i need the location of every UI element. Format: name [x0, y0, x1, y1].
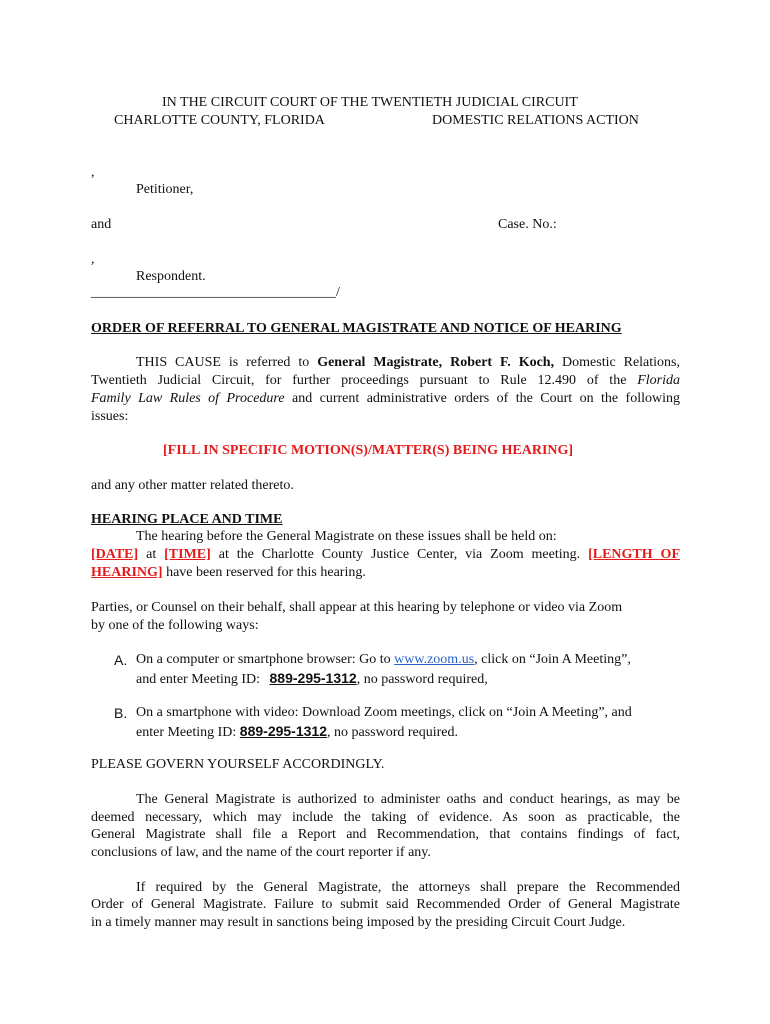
caption-underline: ___________________________________/ — [91, 285, 340, 300]
time-placeholder: [TIME] — [164, 547, 211, 562]
other-matter-text: and any other matter related thereto. — [91, 478, 294, 493]
zoom-link[interactable]: www.zoom.us — [394, 652, 475, 667]
rules-title: Florida — [637, 373, 681, 388]
parties-line-2: by one of the following ways: — [91, 618, 259, 633]
hearing-text: at — [146, 547, 157, 562]
hearing-line-1: The hearing before the General Magistrate on these issues shall be held on: — [136, 529, 557, 544]
magistrate-line-3: General Magistrate shall file a Report and Recommendation, that contains findings of fact, — [91, 827, 680, 842]
attorneys-line-1: If required by the General Magistrate, the attorneys shall prepare the Recommended — [136, 880, 680, 895]
option-b-line-2 — [136, 722, 458, 742]
cause-text: Domestic Relations, — [562, 355, 681, 370]
list-marker-a: A. — [114, 652, 128, 668]
parties-line-1: Parties, or Counsel on their behalf, shall appear at this hearing by telephone or video via Zoom — [91, 600, 623, 615]
county-label: CHARLOTTE COUNTY, FLORIDA — [114, 113, 325, 128]
hearing-text: at the Charlotte County Justice Center, via Zoom meeting. — [218, 547, 581, 562]
case-number-label: Case. No.: — [498, 217, 557, 232]
magistrate-line-4: conclusions of law, and the name of the court reporter if any. — [91, 845, 431, 860]
cause-text: THIS CAUSE is referred to — [136, 355, 310, 370]
respondent-label: Respondent. — [136, 269, 206, 284]
length-placeholder: [LENGTH OF — [588, 547, 680, 562]
petitioner-label: Petitioner, — [136, 182, 194, 197]
option-text: , click on “Join A Meeting”, — [474, 652, 631, 667]
option-text: enter Meeting ID: — [136, 725, 237, 740]
action-label: DOMESTIC RELATIONS ACTION — [432, 113, 639, 128]
rules-title: Family Law Rules of Procedure — [91, 391, 285, 406]
cause-text: Twentieth Judicial Circuit, for further proceedings pursuant to Rule 12.490 of the — [91, 373, 627, 388]
option-text: , no password required. — [326, 725, 459, 740]
option-text: On a computer or smartphone browser: Go to — [136, 652, 391, 667]
meeting-id: 889-295-1312 — [269, 670, 357, 686]
option-text: and enter Meeting ID: — [136, 672, 261, 687]
attorneys-line-3: in a timely manner may result in sanctions being imposed by the presiding Circuit Court Judge. — [91, 915, 626, 930]
cause-line-3 — [91, 390, 680, 408]
meeting-id: 889-295-1312 — [239, 723, 327, 739]
hearing-line-2 — [91, 546, 680, 564]
option-a-line-1 — [136, 651, 631, 669]
option-a-line-2 — [136, 669, 488, 689]
govern-statement: PLEASE GOVERN YOURSELF ACCORDINGLY. — [91, 757, 385, 772]
hearing-heading: HEARING PLACE AND TIME — [91, 512, 283, 527]
court-header: IN THE CIRCUIT COURT OF THE TWENTIETH JUDICIAL CIRCUIT — [162, 95, 578, 110]
option-text: , no password required, — [356, 672, 488, 687]
cause-line-1 — [91, 354, 680, 372]
cause-line-4: issues: — [91, 409, 129, 424]
order-title: ORDER OF REFERRAL TO GENERAL MAGISTRATE AND NOTICE OF HEARING — [91, 321, 622, 336]
option-b-line-1: On a smartphone with video: Download Zoom meetings, click on “Join A Meeting”, and — [136, 705, 632, 720]
hearing-text: have been reserved for this hearing. — [166, 565, 366, 580]
petitioner-name-blank: , — [91, 165, 95, 180]
cause-line-2 — [91, 372, 680, 390]
list-marker-b: B. — [114, 705, 128, 721]
cause-text: and current administrative orders of the Court on the following — [291, 391, 680, 406]
respondent-name-blank: , — [91, 252, 95, 267]
length-placeholder-cont: HEARING] — [91, 565, 163, 580]
and-label: and — [91, 217, 112, 232]
attorneys-line-2: Order of General Magistrate. Failure to submit said Recommended Order of General Magistrate — [91, 897, 680, 912]
date-placeholder: [DATE] — [91, 547, 139, 562]
magistrate-name: General Magistrate, Robert F. Koch, — [317, 355, 555, 370]
hearing-line-3 — [91, 564, 366, 582]
magistrate-line-1: The General Magistrate is authorized to administer oaths and conduct hearings, as may be — [136, 792, 680, 807]
magistrate-line-2: deemed necessary, which may include the taking of evidence. As soon as practicable, the — [91, 810, 680, 825]
fill-in-placeholder: [FILL IN SPECIFIC MOTION(S)/MATTER(S) BEING HEARING] — [163, 443, 574, 458]
